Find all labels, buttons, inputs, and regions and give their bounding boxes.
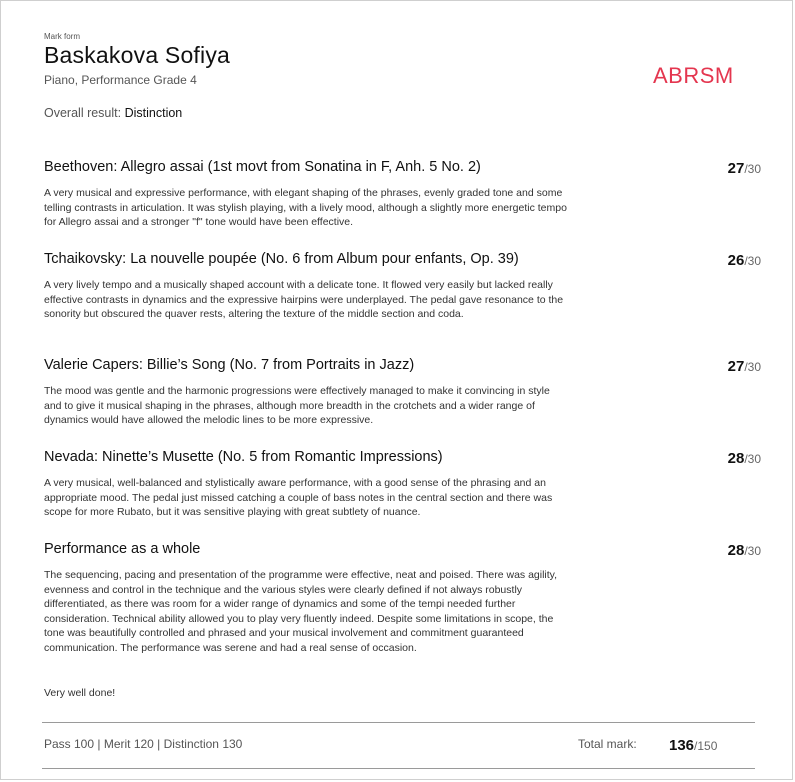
total-mark-max: /150 — [694, 739, 718, 753]
piece-section — [44, 250, 761, 322]
piece-title: Tchaikovsky: La nouvelle poupée (No. 6 from Album pour enfants, Op. 39) — [44, 251, 519, 267]
piece-mark — [678, 252, 761, 270]
form-label: Mark form — [44, 32, 80, 41]
piece-mark-value: 26 — [727, 252, 745, 269]
piece-mark-max: /30 — [744, 544, 761, 558]
candidate-name: Baskakova Sofiya — [44, 42, 231, 68]
footer-divider-bottom — [42, 768, 755, 769]
piece-title: Valerie Capers: Billie’s Song (No. 7 from Portraits in Jazz) — [44, 357, 415, 373]
piece-mark-max: /30 — [744, 162, 761, 176]
footer-divider-top — [42, 722, 755, 723]
piece-comment: A very lively tempo and a musically shaped account with a delicate tone. It flowed very easily but lacked really effective contrasts in dynamics and the expressive hairpins were underplayed. The pedal gave resonance to the sonority but obscured the quaver rests, altering the texture of the middle section and coda. — [44, 279, 564, 321]
piece-mark-max: /30 — [744, 254, 761, 268]
piece-mark-max: /30 — [744, 360, 761, 374]
overall-result-value: Distinction — [124, 106, 183, 120]
total-mark-value: 136 — [669, 737, 695, 754]
piece-title: Nevada: Ninette’s Musette (No. 5 from Romantic Impressions) — [44, 449, 443, 465]
piece-section — [44, 448, 761, 520]
piece-mark — [678, 160, 761, 178]
piece-title: Beethoven: Allegro assai (1st movt from Sonatina in F, Anh. 5 No. 2) — [44, 159, 481, 175]
piece-mark — [678, 542, 761, 560]
grade-boundaries: Pass 100 | Merit 120 | Distinction 130 — [44, 737, 243, 751]
piece-comment: A very musical, well-balanced and stylistically aware performance, with a good sense of the phrasing and an appropriate mood. The pedal just missed catching a couple of bass notes in the central section and there was scope for more Rubato, but it was sensitive playing with great subtlety of nuance. — [44, 477, 553, 519]
piece-mark-value: 28 — [727, 542, 745, 559]
overall-result — [44, 106, 182, 120]
piece-section — [44, 158, 761, 230]
piece-mark-max: /30 — [744, 452, 761, 466]
piece-section — [44, 356, 761, 428]
piece-mark — [678, 358, 761, 376]
piece-title: Performance as a whole — [44, 541, 201, 557]
overall-result-label: Overall result: — [44, 106, 122, 120]
closing-remark: Very well done! — [44, 687, 116, 699]
piece-comment: The mood was gentle and the harmonic progressions were effectively managed to make it convincing in style and to give it musical shaping in the phrases, although more breadth in the crotchets and a wider range of dynamics would have allowed the melodic lines to be more expressive. — [44, 385, 550, 427]
piece-comment: A very musical and expressive performance, with elegant shaping of the phrases, evenly graded tone and some telling contrasts in articulation. It was stylish playing, with a lively mood, although a slightly more energetic tempo for Allegro assai and a stronger "f" tone would have been effective. — [44, 187, 567, 229]
piece-mark — [678, 450, 761, 468]
piece-mark-value: 27 — [727, 358, 745, 375]
exam-subject: Piano, Performance Grade 4 — [44, 73, 197, 87]
piece-mark-value: 28 — [727, 450, 745, 467]
abrsm-logo: ABRSM — [653, 63, 734, 88]
piece-section — [44, 540, 761, 656]
piece-mark-value: 27 — [727, 160, 745, 177]
piece-comment: The sequencing, pacing and presentation of the programme were effective, neat and poised. There was agility, evenness and control in the technique and the various styles were clearly defined if not always robustly differentiated, as there was room for a wider range of dynamics and some of the tempi needed further consideration. Technical ability allowed you to play very fluently indeed. Despite some limitations in scope, the tone was beautifully controlled and phrased and your musical involvement and commitment guaranteed communication. The performance was serene and had a real sense of occasion. — [44, 569, 558, 654]
total-mark — [669, 737, 717, 755]
total-mark-label: Total mark: — [578, 737, 637, 751]
